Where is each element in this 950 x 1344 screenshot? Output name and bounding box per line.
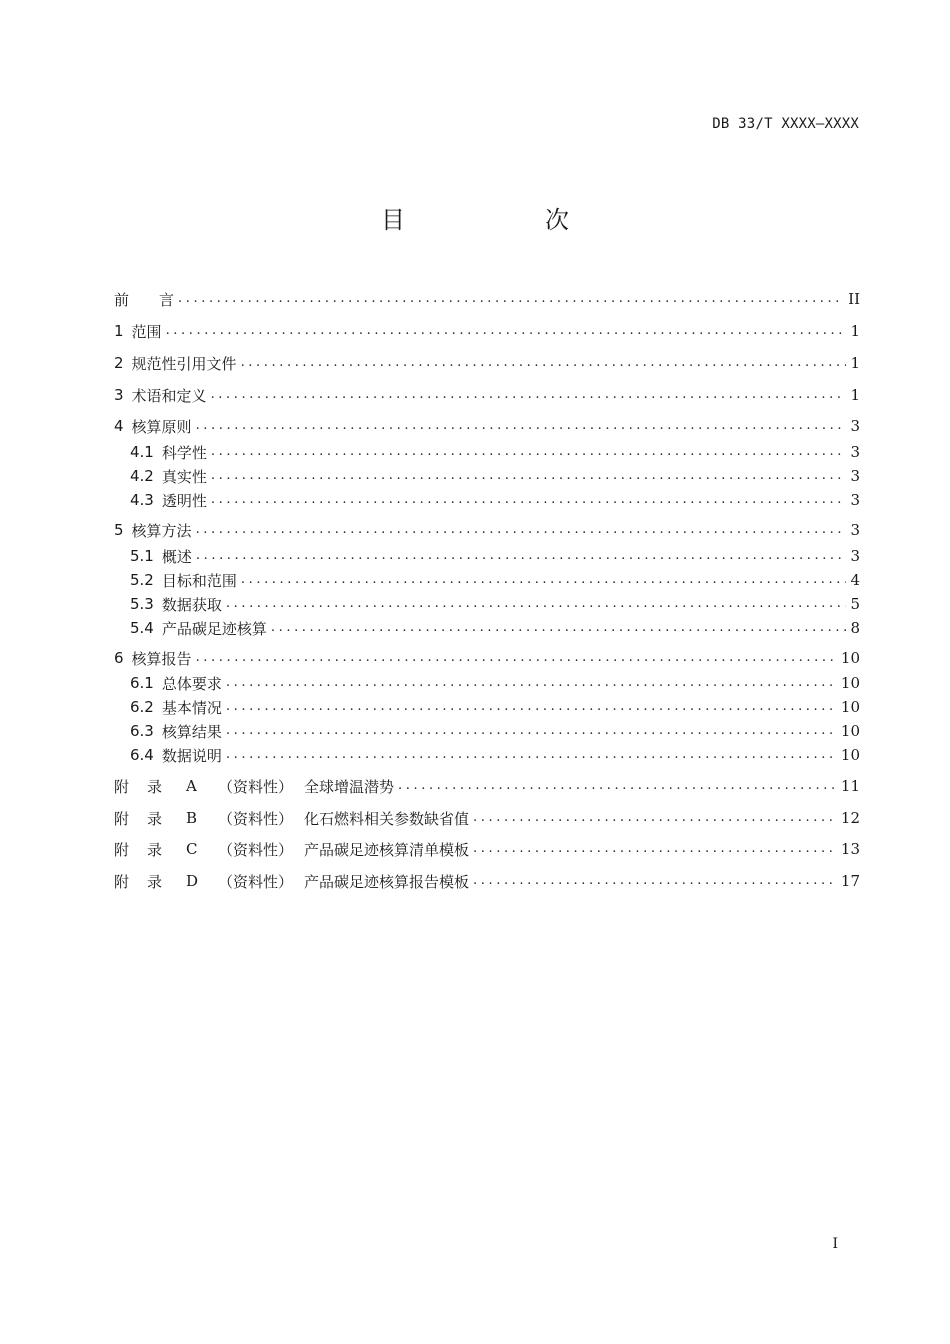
document-code: DB 33/T XXXX—XXXX [712,116,859,132]
leader-dots [166,319,846,343]
leader-dots [211,440,846,464]
footer-page-number: I [832,1236,838,1252]
toc-label: 产品碳足迹核算 [161,619,267,638]
toc-entry[interactable] [114,383,860,407]
toc-page: 8 [850,619,860,637]
toc-subentry[interactable] [130,568,860,592]
toc-page: 11 [840,777,860,795]
leader-dots [211,464,846,488]
toc-number: 2 [114,354,124,372]
toc-appendix-a[interactable] [114,774,860,798]
toc-number: 4.3 [130,491,154,509]
appendix-keyword: 附录 [114,872,181,891]
toc-page: 3 [850,417,860,435]
toc-label: 术语和定义 [131,386,207,405]
toc-label: 科学性 [161,443,207,462]
toc-number: 6.1 [130,674,154,692]
toc-label: 目标和范围 [161,571,237,590]
toc-label: 数据获取 [161,595,222,614]
appendix-type: （资料性） [218,872,294,891]
appendix-letter: C [186,840,198,858]
toc-label: 核算方法 [131,521,192,540]
toc-entry[interactable] [114,414,860,438]
toc-label: 核算原则 [131,417,192,436]
page-title: 目 次 [381,206,627,234]
toc-number: 4 [114,417,124,435]
leader-dots [473,806,837,830]
leader-dots [196,518,846,542]
toc-page: 4 [850,571,860,589]
toc-number: 5.3 [130,595,154,613]
toc-label: 核算报告 [131,649,192,668]
toc-number: 6.3 [130,722,154,740]
toc-subentry[interactable] [130,616,860,640]
toc-number: 6.2 [130,698,154,716]
appendix-keyword: 附录 [114,809,181,828]
toc-entry[interactable] [114,518,860,542]
toc-page: 1 [850,322,860,340]
toc-page: 5 [850,595,860,613]
appendix-letter: B [186,809,198,827]
toc-page: 1 [850,354,860,372]
toc-label: 化石燃料相关参数缺省值 [304,809,470,828]
leader-dots [196,544,846,568]
leader-dots [241,351,846,375]
leader-dots [196,414,846,438]
toc-subentry[interactable] [130,719,860,743]
toc-page: 3 [850,521,860,539]
leader-dots [271,616,846,640]
leader-dots [398,774,837,798]
toc-label: 产品碳足迹核算清单模板 [304,840,470,859]
toc-label: 概述 [161,547,192,566]
leader-dots [196,646,837,670]
leader-dots [178,287,844,311]
toc-number: 6 [114,649,124,667]
toc-number: 3 [114,386,124,404]
leader-dots [241,568,846,592]
appendix-keyword: 附录 [114,840,181,859]
leader-dots [226,743,837,767]
toc-page: 10 [840,746,860,764]
toc-page: II [848,290,860,308]
toc-page: 10 [840,649,860,667]
toc-label: 基本情况 [161,698,222,717]
toc-page: 10 [840,674,860,692]
leader-dots [226,719,837,743]
toc-page: 10 [840,722,860,740]
toc-entry-foreword[interactable] [114,287,860,311]
toc-page: 3 [850,491,860,509]
toc-page: 10 [840,698,860,716]
toc-entry[interactable] [114,646,860,670]
appendix-type: （资料性） [218,777,294,796]
toc-label: 规范性引用文件 [131,354,237,373]
toc-appendix-d[interactable] [114,869,860,893]
toc-number: 4.2 [130,467,154,485]
toc-entry[interactable] [114,351,860,375]
toc-label: 总体要求 [161,674,222,693]
leader-dots [211,383,846,407]
appendix-type: （资料性） [218,809,294,828]
toc-entry[interactable] [114,319,860,343]
appendix-keyword: 附录 [114,777,181,796]
toc-page: 3 [850,547,860,565]
toc-subentry[interactable] [130,464,860,488]
leader-dots [226,695,837,719]
toc-number: 4.1 [130,443,154,461]
toc-number: 5.4 [130,619,154,637]
toc-page: 13 [840,840,860,858]
appendix-letter: D [186,872,199,890]
toc-label: 透明性 [161,491,207,510]
leader-dots [226,671,837,695]
toc-page: 17 [840,872,860,890]
toc-subentry[interactable] [130,592,860,616]
toc-subentry[interactable] [130,488,860,512]
leader-dots [473,837,837,861]
toc-subentry[interactable] [130,743,860,767]
leader-dots [473,869,837,893]
appendix-letter: A [186,777,197,795]
toc-subentry[interactable] [130,695,860,719]
toc-label: 前 言 [114,290,175,309]
toc-label: 产品碳足迹核算报告模板 [304,872,470,891]
appendix-type: （资料性） [218,840,294,859]
toc-label: 范围 [131,322,162,341]
toc-appendix-c[interactable] [114,837,860,861]
toc-page: 3 [850,467,860,485]
toc-appendix-b[interactable] [114,806,860,830]
toc-label: 核算结果 [161,722,222,741]
toc-label: 真实性 [161,467,207,486]
toc-label: 全球增温潜势 [304,777,395,796]
toc-page: 12 [840,809,860,827]
leader-dots [226,592,846,616]
toc-label: 数据说明 [161,746,222,765]
toc-subentry[interactable] [130,440,860,464]
toc-number: 1 [114,322,124,340]
toc-number: 5.2 [130,571,154,589]
toc-number: 6.4 [130,746,154,764]
toc-subentry[interactable] [130,671,860,695]
toc-page: 1 [850,386,860,404]
toc-number: 5.1 [130,547,154,565]
toc-page: 3 [850,443,860,461]
leader-dots [211,488,846,512]
toc-subentry[interactable] [130,544,860,568]
toc-number: 5 [114,521,124,539]
